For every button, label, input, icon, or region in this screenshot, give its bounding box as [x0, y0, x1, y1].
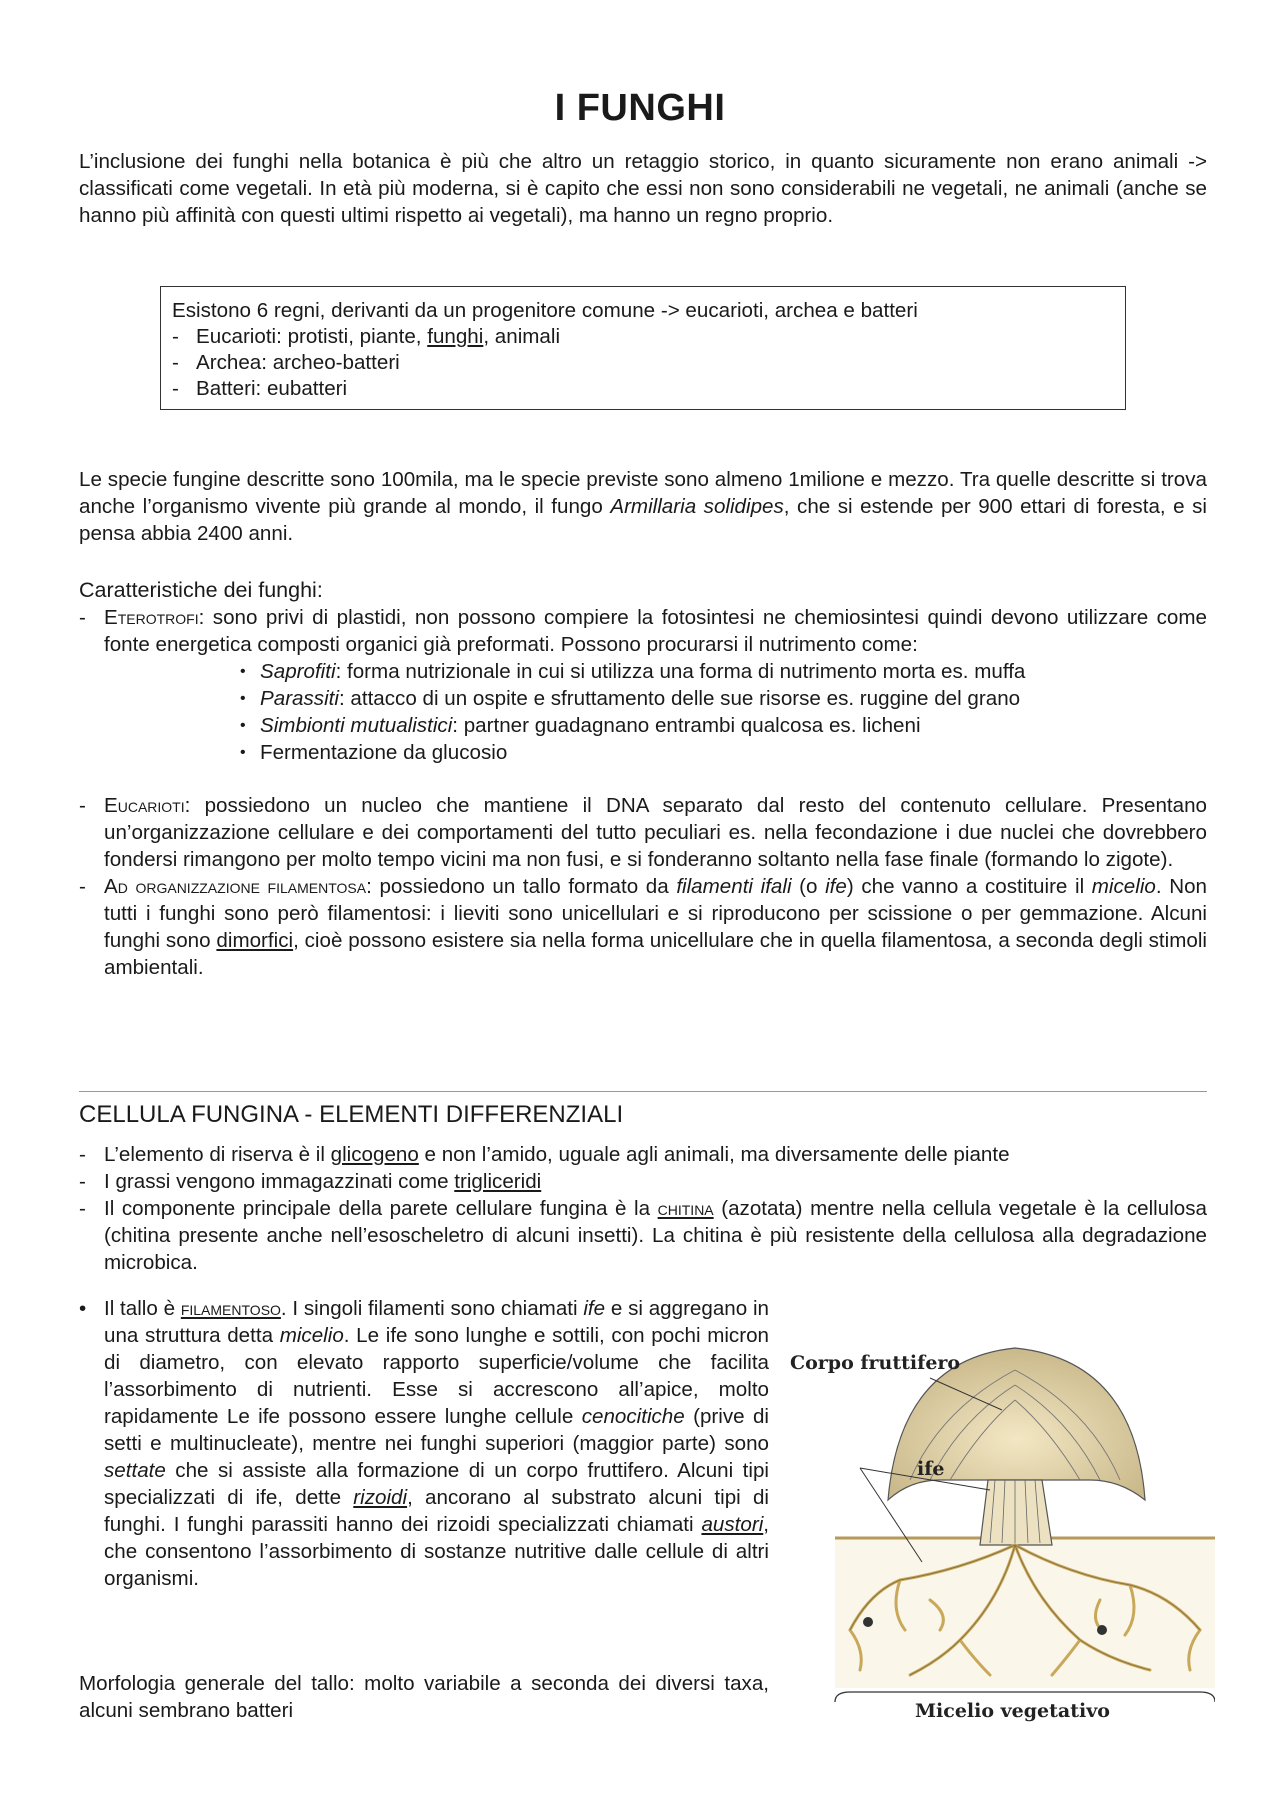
spore-dot	[1097, 1625, 1107, 1635]
species-paragraph: Le specie fungine descritte sono 100mila, ma le specie previste sono almeno 1milione e mezzo. Tra quelle descritte si trova anche l’organismo vivente più grande al mondo, il fungo Armillaria solidipes, che si estende per 900 ettari di foresta, e si pensa abbia 2400 anni.	[79, 468, 1207, 545]
list-item: • Saprofiti: forma nutrizionale in cui si utilizza una forma di nutrimento morta es. muffa	[240, 658, 1207, 685]
label-micelio-vegetativo: Micelio vegetativo	[915, 1700, 1110, 1722]
kingdoms-item-batteri: - Batteri: eubatteri	[172, 377, 348, 400]
list-item: - Il componente principale della parete cellulare fungina è la chitina (azotata) mentre nella cellula vegetale è la cellulosa (chitina presente anche nell’esoscheletro di alcuni insetti). La chitina è più resistente della cellulosa alla degradazione microbica.	[79, 1195, 1207, 1276]
list-item: • Simbionti mutualistici: partner guadagnano entrambi qualcosa es. licheni	[240, 712, 1207, 739]
eterotrofi-label: Eterotrofi	[104, 606, 199, 629]
char-filamentosa: - Ad organizzazione filamentosa: possiedono un tallo formato da filamenti ifali (o ife) che vanno a costituire il micelio. Non tutti i funghi sono però filamentosi: i lieviti sono unicellulari e si riproducono per scissione o per gemmazione. Alcuni funghi sono dimorfici, cioè possono esistere sia nella forma unicellulare che in quella filamentosa, a seconda degli stimoli ambientali.	[79, 873, 1207, 981]
list-item: - I grassi vengono immagazzinati come trigliceridi	[79, 1168, 1207, 1195]
kingdoms-item-archea: - Archea: archeo-batteri	[172, 351, 400, 374]
tallo-paragraph: • Il tallo è filamentoso. I singoli filamenti sono chiamati ife e si aggregano in una struttura detta micelio. Le ife sono lunghe e sottili, con pochi micron di diametro, con elevato rapporto superficie/volume che facilita l’assorbimento di nutrienti. Esse si accrescono all’apice, molto rapidamente Le ife possono essere lunghe cellule cenocitiche (prive di setti e multinucleate), mentre nei funghi superiori (maggior parte) sono settate che si assiste alla formazione di un corpo fruttifero. Alcuni tipi specializzati di ife, dette rizoidi, ancorano al substrato alcuni tipi di funghi. I funghi parassiti hanno dei rizoidi specializzati chiamati austori, che consentono l’assorbimento di sostanze nutritive dalle cellule di altri organismi.	[79, 1297, 769, 1590]
bullet-icon: •	[79, 1297, 87, 1320]
list-item: • Parassiti: attacco di un ospite e sfruttamento delle sue risorse es. ruggine del grano	[240, 685, 1207, 712]
chitina-link[interactable]: chitina	[657, 1197, 714, 1220]
species-name: Armillaria solidipes	[610, 495, 784, 518]
list-item: • Fermentazione da glucosio	[240, 739, 1207, 766]
nutrition-list	[104, 658, 1207, 766]
char-eucarioti: - Eucarioti: possiedono un nucleo che mantiene il DNA separato dal resto del contenuto cellulare. Presentano un’organizzazione cellulare e dei comportamenti del tutto peculiari es. nella fecondazione i due nuclei che dovrebbero fondersi rimangono per molto tempo vicini ma non fusi, e si fonderanno soltanto nella fase finale (formando lo zigote).	[79, 792, 1207, 873]
dimorfici-link[interactable]: dimorfici	[216, 929, 294, 952]
mycelium-illustration	[790, 1330, 1215, 1720]
kingdoms-heading: Esistono 6 regni, derivanti da un progenitore comune -> eucarioti, archea e batteri	[172, 299, 918, 322]
kingdoms-box	[160, 286, 1126, 410]
glicogeno-link[interactable]: glicogeno	[330, 1143, 419, 1166]
austori-link[interactable]: austori	[701, 1513, 764, 1536]
characteristics-heading: Caratteristiche dei funghi:	[79, 578, 323, 602]
morfologia-paragraph: Morfologia generale del tallo: molto variabile a seconda dei diversi taxa, alcuni sembrano batteri	[79, 1672, 769, 1722]
label-corpo-fruttifero: Corpo fruttifero	[790, 1352, 961, 1374]
characteristics-section	[79, 577, 1207, 981]
filamentoso-link[interactable]: filamentoso	[180, 1297, 281, 1320]
mycelium-figure	[790, 1330, 1215, 1720]
spore-dot	[863, 1617, 873, 1627]
section-divider	[79, 1091, 1207, 1092]
kingdoms-item-eucarioti: - Eucarioti: protisti, piante, funghi, animali	[172, 325, 561, 348]
char-eterotrofi: - Eterotrofi: sono privi di plastidi, non possono compiere la fotosintesi ne chemiosintesi quindi devono utilizzare come fonte energetica composti organici già preformati. Possono procurarsi il nutrimento come: • Saprofiti: forma nutrizionale in cui si utilizza una forma di nutrimento morta es. muffa • Parassiti: attacco di un ospite e sfruttamento delle sue risorse es. ruggine del grano • Simbionti mutualistici: partner guadagnano entrambi qualcosa es. licheni • Fermentazione da glucosio	[79, 604, 1207, 766]
cell-heading: CELLULA FUNGINA - ELEMENTI DIFFERENZIALI	[79, 1101, 624, 1128]
funghi-link[interactable]: funghi	[427, 325, 484, 348]
soil-area	[835, 1538, 1215, 1688]
filamentosa-label: Ad organizzazione filamentosa	[104, 875, 367, 898]
trigliceridi-link[interactable]: trigliceridi	[454, 1170, 542, 1193]
rizoidi-link[interactable]: rizoidi	[353, 1486, 408, 1509]
eucarioti-label: Eucarioti	[104, 794, 185, 817]
label-ife: ife	[917, 1458, 945, 1480]
list-item: - L’elemento di riserva è il glicogeno e non l’amido, uguale agli animali, ma diversamente delle piante	[79, 1141, 1207, 1168]
cell-list	[79, 1141, 1207, 1276]
page-title: I FUNGHI	[554, 87, 726, 129]
intro-paragraph: L’inclusione dei funghi nella botanica è più che altro un retaggio storico, in quanto sicuramente non erano animali -> classificati come vegetali. In età più moderna, si è capito che essi non sono considerabili ne vegetali, ne animali (anche se hanno più affinità con questi ultimi rispetto ai vegetali), ma hanno un regno proprio.	[79, 150, 1207, 227]
